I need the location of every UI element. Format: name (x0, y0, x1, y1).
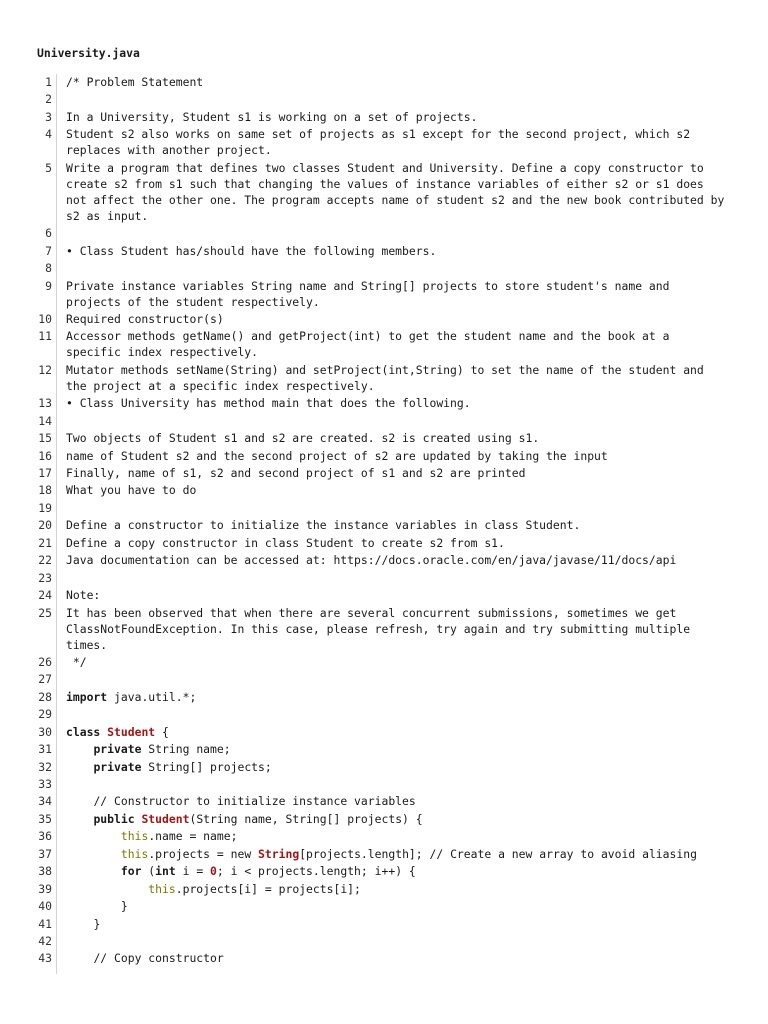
line-text (52, 881, 726, 897)
line-text (52, 689, 726, 705)
line-number: 35 (38, 811, 52, 826)
code-line[interactable] (30, 881, 740, 897)
code-line[interactable] (30, 243, 740, 259)
line-text (52, 225, 726, 241)
line-text (52, 706, 726, 722)
line-text: Two objects of Student s1 and s2 are created. s2 is created using s1. (66, 431, 540, 446)
line-number: 25 (38, 605, 52, 620)
code-line[interactable] (30, 828, 740, 844)
code-line[interactable] (30, 950, 740, 966)
line-number: 24 (38, 588, 52, 603)
line-number: 17 (38, 466, 52, 480)
line-number: 32 (38, 759, 52, 774)
code-editor[interactable] (30, 74, 740, 968)
line-number: 43 (38, 951, 52, 966)
line-text (52, 500, 726, 516)
line-text: } (66, 916, 101, 931)
code-line[interactable] (30, 74, 740, 90)
line-text (52, 741, 726, 757)
code-token: .projects[i] = projects[i]; (175, 881, 361, 896)
code-token: public (93, 811, 135, 826)
line-text: */ (66, 654, 87, 669)
line-number: 11 (38, 329, 52, 344)
code-line[interactable] (30, 846, 740, 862)
line-number: 18 (38, 483, 52, 498)
code-line[interactable] (30, 328, 740, 360)
code-line[interactable] (30, 552, 740, 568)
line-text: /* Problem Statement (66, 75, 204, 89)
line-text (52, 671, 726, 687)
line-number: 4 (45, 127, 52, 142)
line-number: 16 (38, 448, 52, 463)
line-text: Mutator methods setName(String) and setProject(int,String) to set the name of the student and the project at a specific index respectively. (66, 362, 711, 393)
line-text: Write a program that defines two classes Student and University. Define a copy constructor to create s2 from s1 such that changing the values of instance variables of either s2 or s1 does not affect the other one. The program accepts name of student s2 and the new book contributed by s2 as input. (66, 160, 732, 223)
code-line[interactable] (30, 671, 740, 687)
line-text (52, 828, 726, 844)
line-number: 29 (38, 707, 52, 722)
line-number: 23 (38, 570, 52, 585)
code-token: private (93, 742, 142, 757)
line-number: 33 (38, 777, 52, 791)
code-line[interactable] (30, 759, 740, 775)
line-number: 26 (38, 654, 52, 669)
code-line[interactable] (30, 724, 740, 740)
line-number: 34 (38, 794, 52, 809)
code-token: .projects = new (148, 846, 259, 861)
code-line[interactable] (30, 793, 740, 809)
code-line[interactable] (30, 898, 740, 914)
line-text (52, 570, 726, 586)
line-number: 9 (45, 278, 52, 293)
line-number: 8 (45, 261, 52, 276)
code-line[interactable] (30, 689, 740, 705)
code-token: private (93, 759, 142, 774)
line-text: Finally, name of s1, s2 and second project of s1 and s2 are printed (66, 466, 526, 480)
line-text: Define a constructor to initialize the instance variables in class Student. (66, 518, 581, 533)
line-text (52, 863, 726, 879)
line-text: • Class Student has/should have the following members. (66, 243, 437, 258)
code-token: for (120, 864, 142, 879)
line-text (52, 724, 726, 740)
code-token: String[] projects; (141, 759, 272, 774)
line-number: 7 (45, 243, 52, 258)
code-line[interactable] (30, 517, 740, 533)
line-number: 10 (38, 311, 52, 326)
line-number: 3 (45, 109, 52, 124)
code-line[interactable] (30, 535, 740, 551)
code-line[interactable] (30, 811, 740, 827)
line-text (52, 91, 726, 107)
line-number: 15 (38, 431, 52, 446)
code-token (66, 760, 93, 774)
line-text (52, 776, 726, 792)
line-text: It has been observed that when there are several concurrent submissions, sometimes we get ClassNotFoundException. In this case, please refresh, try again and try submitting multiple times. (66, 605, 697, 652)
line-text (52, 759, 726, 775)
line-text (52, 846, 726, 862)
code-line[interactable] (30, 741, 740, 757)
code-token: i = (175, 864, 211, 879)
code-token (66, 864, 121, 878)
code-token (66, 847, 121, 861)
code-token: { (155, 724, 169, 739)
line-text (52, 811, 726, 827)
code-line[interactable] (30, 278, 740, 310)
line-number: 1 (45, 75, 52, 89)
code-line[interactable] (30, 465, 740, 481)
line-number: 36 (38, 829, 52, 844)
line-number: 5 (45, 160, 52, 175)
code-line[interactable] (30, 570, 740, 586)
code-line[interactable] (30, 225, 740, 241)
line-text: name of Student s2 and the second project of s2 are updated by taking the input (66, 448, 608, 463)
code-line[interactable] (30, 863, 740, 879)
code-line[interactable] (30, 500, 740, 516)
line-number: 12 (38, 362, 52, 377)
code-line[interactable] (30, 260, 740, 276)
code-token (66, 829, 121, 843)
code-token: String name; (141, 742, 231, 757)
code-token: import (66, 689, 108, 704)
line-text (52, 933, 726, 949)
code-line[interactable] (30, 933, 740, 949)
code-line[interactable] (30, 430, 740, 446)
line-text: Required constructor(s) (66, 311, 224, 326)
line-text: In a University, Student s1 is working on a set of projects. (66, 109, 478, 124)
code-line[interactable] (30, 413, 740, 429)
line-text: // Constructor to initialize instance variables (66, 794, 416, 809)
line-number: 30 (38, 724, 52, 739)
code-token: (String name, String[] projects) { (189, 811, 423, 826)
line-text: Student s2 also works on same set of projects as s1 except for the second project, which s2 replaces with another project. (66, 127, 697, 158)
code-token (66, 742, 93, 756)
code-line[interactable] (30, 605, 740, 653)
code-token: Student (107, 724, 156, 739)
code-line[interactable] (30, 776, 740, 792)
line-text: Note: (66, 588, 101, 603)
code-token: int (155, 864, 176, 879)
code-token (66, 882, 148, 896)
code-token (66, 812, 93, 826)
code-line[interactable] (30, 448, 740, 464)
line-text: Define a copy constructor in class Student to create s2 from s1. (66, 535, 505, 550)
code-token: Student (141, 811, 190, 826)
code-line[interactable] (30, 362, 740, 394)
code-token: java.util.*; (107, 689, 197, 704)
code-line[interactable] (30, 91, 740, 107)
line-number: 37 (38, 846, 52, 861)
line-number: 20 (38, 518, 52, 533)
line-text: Private instance variables String name and String[] projects to store student's name and projects of the student respectively. (66, 278, 677, 309)
line-number: 27 (38, 672, 52, 687)
line-number: 19 (38, 500, 52, 515)
line-number: 39 (38, 881, 52, 896)
line-text: • Class University has method main that does the following. (66, 396, 471, 411)
code-line[interactable] (30, 395, 740, 411)
code-token: .name = name; (148, 829, 238, 844)
line-text (52, 413, 726, 429)
line-text: // Copy constructor (66, 951, 224, 966)
code-line[interactable] (30, 916, 740, 932)
code-token: this (148, 881, 176, 896)
line-number: 14 (38, 413, 52, 428)
line-number: 40 (38, 899, 52, 914)
line-number: 41 (38, 916, 52, 931)
line-number: 28 (38, 689, 52, 704)
code-token: [projects.length]; // Create a new array to avoid aliasing (299, 846, 697, 861)
code-line[interactable] (30, 160, 740, 224)
line-text (52, 260, 726, 276)
line-number: 22 (38, 553, 52, 568)
code-line[interactable] (30, 706, 740, 722)
line-text: } (66, 899, 128, 914)
file-title: University.java (37, 46, 140, 60)
line-text: Accessor methods getName() and getProject(int) to get the student name and the book at a specific index respectively. (66, 329, 677, 360)
line-number: 21 (38, 535, 52, 550)
code-token: ; i < projects.length; i++) { (216, 864, 416, 879)
line-number: 31 (38, 742, 52, 757)
code-token: this (120, 846, 149, 861)
code-token: String (258, 846, 300, 861)
line-text: What you have to do (66, 483, 197, 498)
code-line[interactable] (30, 482, 740, 498)
line-number: 13 (38, 396, 52, 411)
line-number: 2 (45, 92, 52, 107)
code-token: ( (141, 864, 156, 879)
code-line[interactable] (30, 126, 740, 158)
code-line[interactable] (30, 587, 740, 603)
code-token: this (120, 829, 149, 844)
line-number: 42 (38, 933, 52, 948)
code-token: 0 (210, 864, 217, 879)
line-text: Java documentation can be accessed at: https://docs.oracle.com/en/java/javase/11/docs/api (66, 553, 677, 568)
line-number: 38 (38, 864, 52, 879)
code-token: class (66, 724, 101, 739)
code-line[interactable] (30, 654, 740, 670)
code-line[interactable] (30, 311, 740, 327)
line-number: 6 (45, 226, 52, 241)
code-line[interactable] (30, 109, 740, 125)
